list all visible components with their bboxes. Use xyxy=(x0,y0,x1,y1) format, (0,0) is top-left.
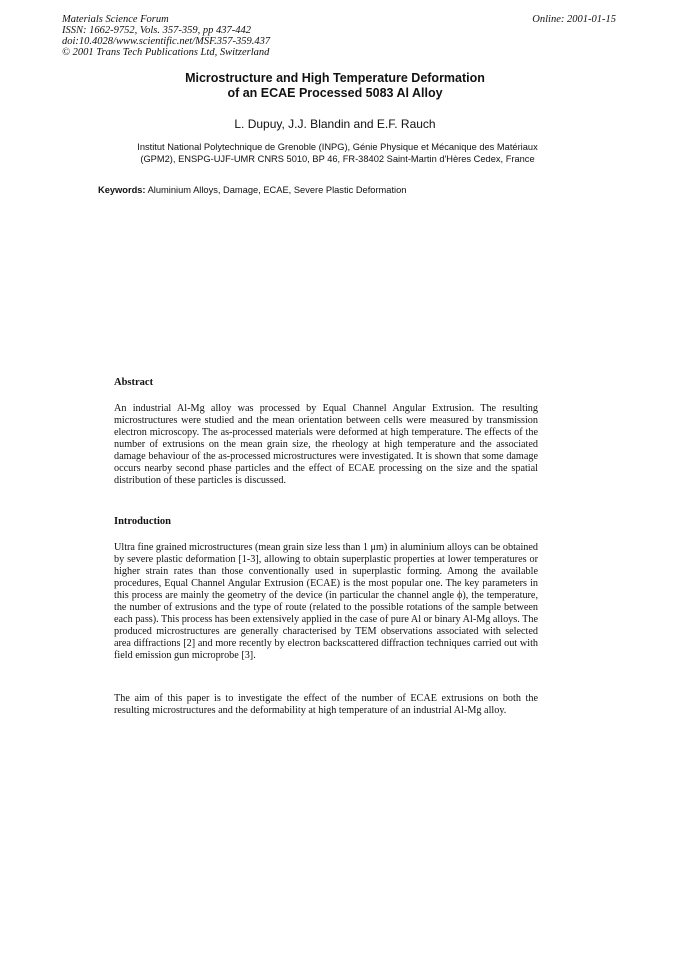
keywords-label: Keywords: xyxy=(98,185,146,195)
introduction-heading: Introduction xyxy=(114,516,171,527)
author-list: L. Dupuy, J.J. Blandin and E.F. Rauch xyxy=(234,117,436,131)
online-date: Online: 2001-01-15 xyxy=(532,14,616,25)
abstract-text: An industrial Al-Mg alloy was processed by Equal Channel Angular Extrusion. The resulting microstructures were studied and the mean orientation between cells were measured by transmission electron microscopy. The as-processed materials were deformed at high temperature. The effects of the number of extrusions on the mean grain size, the rheology at high temperature and the associated damage behaviour of the as-processed microstructures were investigated. It is shown that some damage occurs nearby second phase particles and the effect of ECAE processing on the size and the spatial distribution of these particles is discussed. xyxy=(114,403,538,486)
introduction-paragraph-1: Ultra fine grained microstructures (mean grain size less than 1 μm) in aluminium alloys can be obtained by severe plastic deformation [1-3], allowing to obtain superplastic properties at lower temperatures or higher strain rates than those conventionally used in superplastic forming. Among the available procedures, Equal Channel Angular Extrusion (ECAE) is the most popular one. The key parameters in this process are mainly the geometry of the device (in particular the channel angle ϕ), the temperature, the number of extrusions and the type of route (related to the possible rotations of the sample between each pass). This process has been extensively applied in the case of pure Al or binary Al-Mg alloys. The produced microstructures are generally characterised by TEM observations associated with selected area diffractions [2] and more recently by electron backscattered diffraction techniques carried out with field emission gun microprobe [3]. xyxy=(114,542,538,661)
citation-header xyxy=(62,14,442,58)
keywords xyxy=(98,184,578,196)
title-line-2: of an ECAE Processed 5083 Al Alloy xyxy=(227,86,443,100)
affiliation-line-1: Institut National Polytechnique de Grenoble (INPG), Génie Physique et Mécanique des Matériaux xyxy=(137,142,538,152)
doi-line[interactable]: doi:10.4028/www.scientific.net/MSF.357-359.437 xyxy=(62,36,271,47)
abstract-heading: Abstract xyxy=(114,377,154,388)
copyright-line: © 2001 Trans Tech Publications Ltd, Switzerland xyxy=(62,47,270,58)
paper-title xyxy=(120,71,550,101)
introduction-paragraph-2: The aim of this paper is to investigate the effect of the number of ECAE extrusions on both the resulting microstructures and the deformability at high temperature of an industrial Al-Mg alloy. xyxy=(114,693,538,716)
affiliation-line-2: (GPM2), ENSPG-UJF-UMR CNRS 5010, BP 46, FR-38402 Saint-Martin d'Hères Cedex, France xyxy=(140,154,535,164)
title-line-1: Microstructure and High Temperature Deformation xyxy=(185,71,485,85)
affiliation xyxy=(95,141,580,165)
keywords-list: Aluminium Alloys, Damage, ECAE, Severe Plastic Deformation xyxy=(145,185,407,195)
journal-name: Materials Science Forum xyxy=(62,14,169,25)
issn-line: ISSN: 1662-9752, Vols. 357-359, pp 437-442 xyxy=(62,25,251,36)
